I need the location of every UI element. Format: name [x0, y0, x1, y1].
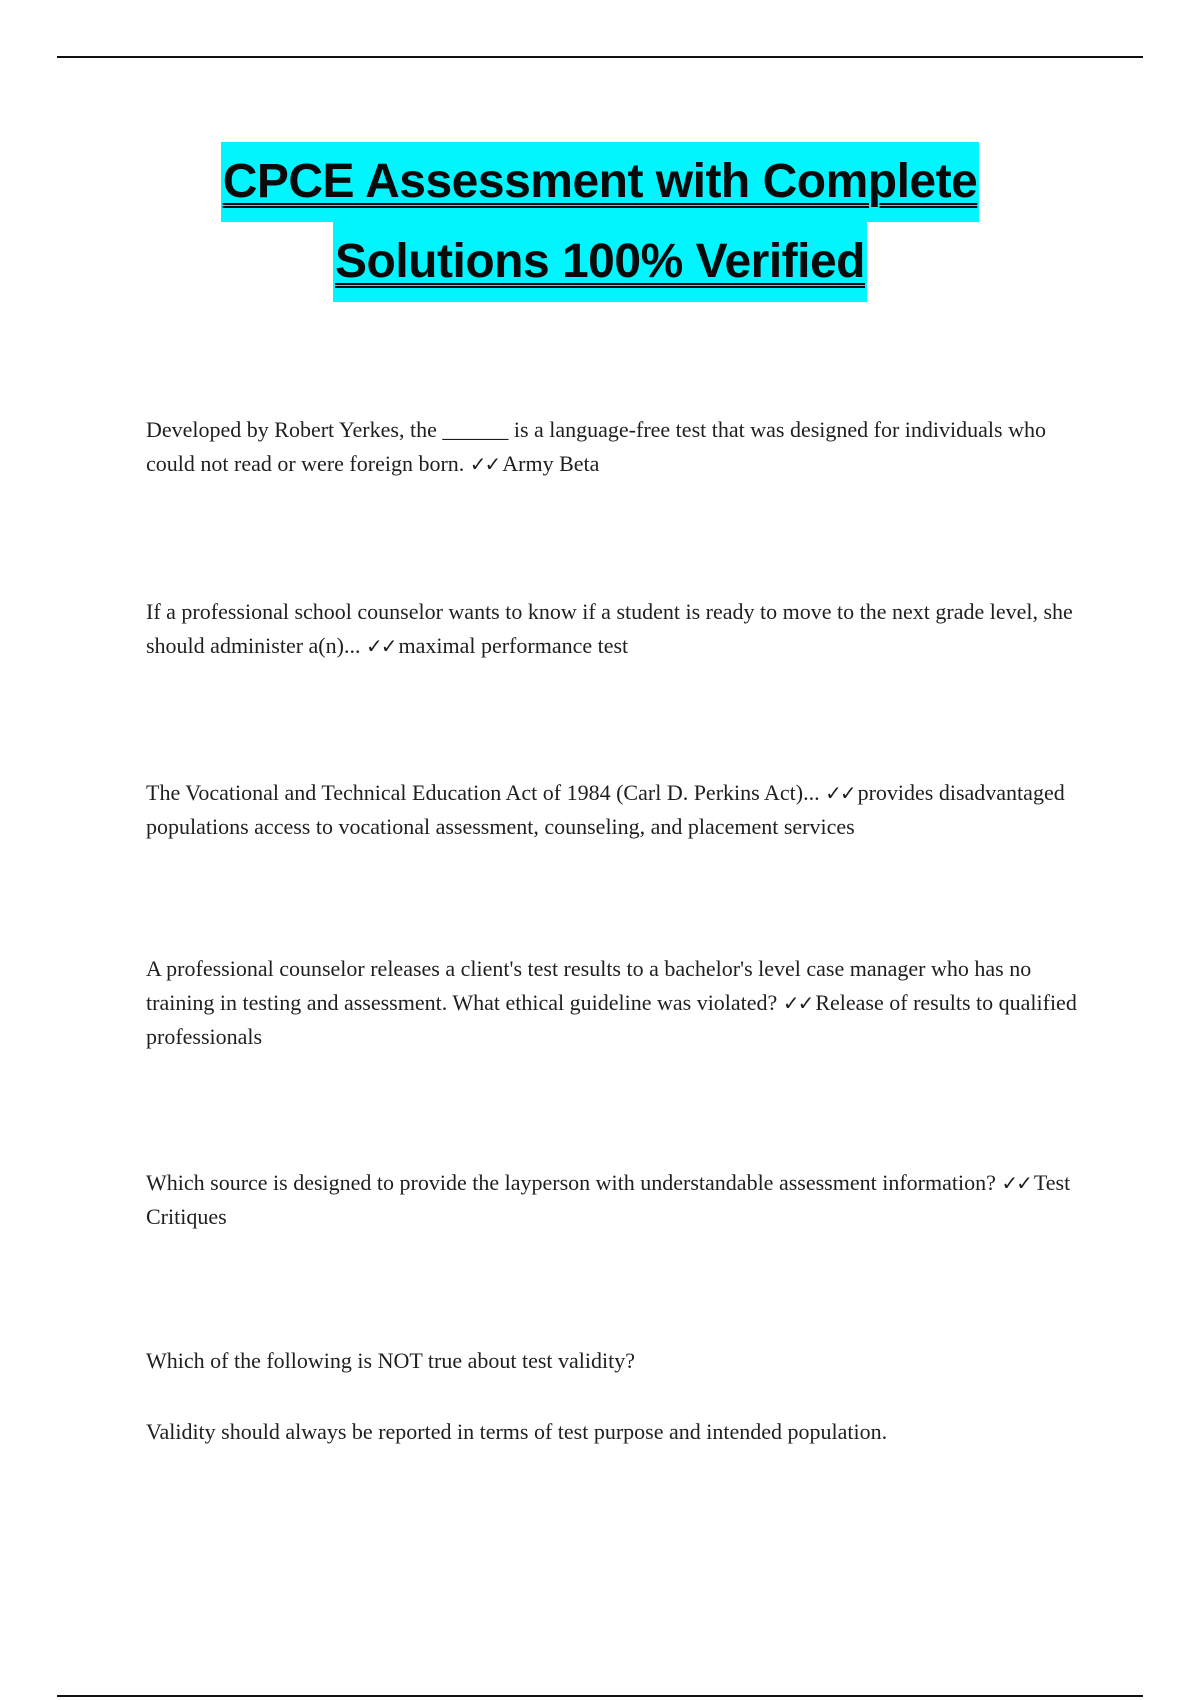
question-text: Developed by Robert Yerkes, the ______ is a language-free test that was designed for individuals who could not read or were foreign born. [146, 417, 1046, 476]
answer-text: Test Critiques [146, 1170, 1071, 1229]
question-text: Which source is designed to provide the layperson with understandable assessment information? [146, 1170, 996, 1195]
question-text: If a professional school counselor wants to know if a student is ready to move to the next grade level, she should administer a(n)... [146, 599, 1073, 658]
answer-text: provides disadvantaged populations access to vocational assessment, counseling, and placement services [146, 780, 1065, 839]
qa-item [146, 1166, 1106, 1234]
question-text: A professional counselor releases a client's test results to a bachelor's level case manager who has no training in testing and assessment. What ethical guideline was violated? [146, 956, 1032, 1015]
answer-text: maximal performance test [398, 633, 629, 658]
answer-text: Release of results to qualified professionals [146, 990, 1077, 1049]
title-line-2: Solutions 100% Verified [333, 222, 867, 302]
document-title [0, 142, 1200, 302]
qa-item [146, 952, 1086, 1054]
final-option: Validity should always be reported in terms of test purpose and intended population. [146, 1419, 888, 1444]
top-rule [57, 56, 1143, 58]
double-check-icon: ✓✓ [1001, 1171, 1031, 1195]
qa-item [146, 413, 1086, 481]
double-check-icon: ✓✓ [782, 991, 813, 1015]
final-question: Which of the following is NOT true about test validity? [146, 1348, 635, 1373]
bottom-rule [57, 1695, 1143, 1697]
question-text: The Vocational and Technical Education Act of 1984 (Carl D. Perkins Act)... [146, 780, 820, 805]
answer-text: Army Beta [502, 451, 600, 476]
qa-item [146, 595, 1086, 663]
double-check-icon: ✓✓ [825, 781, 855, 805]
title-line-1: CPCE Assessment with Complete [221, 142, 980, 222]
qa-item [146, 776, 1086, 844]
double-check-icon: ✓✓ [469, 452, 500, 476]
double-check-icon: ✓✓ [365, 634, 396, 658]
